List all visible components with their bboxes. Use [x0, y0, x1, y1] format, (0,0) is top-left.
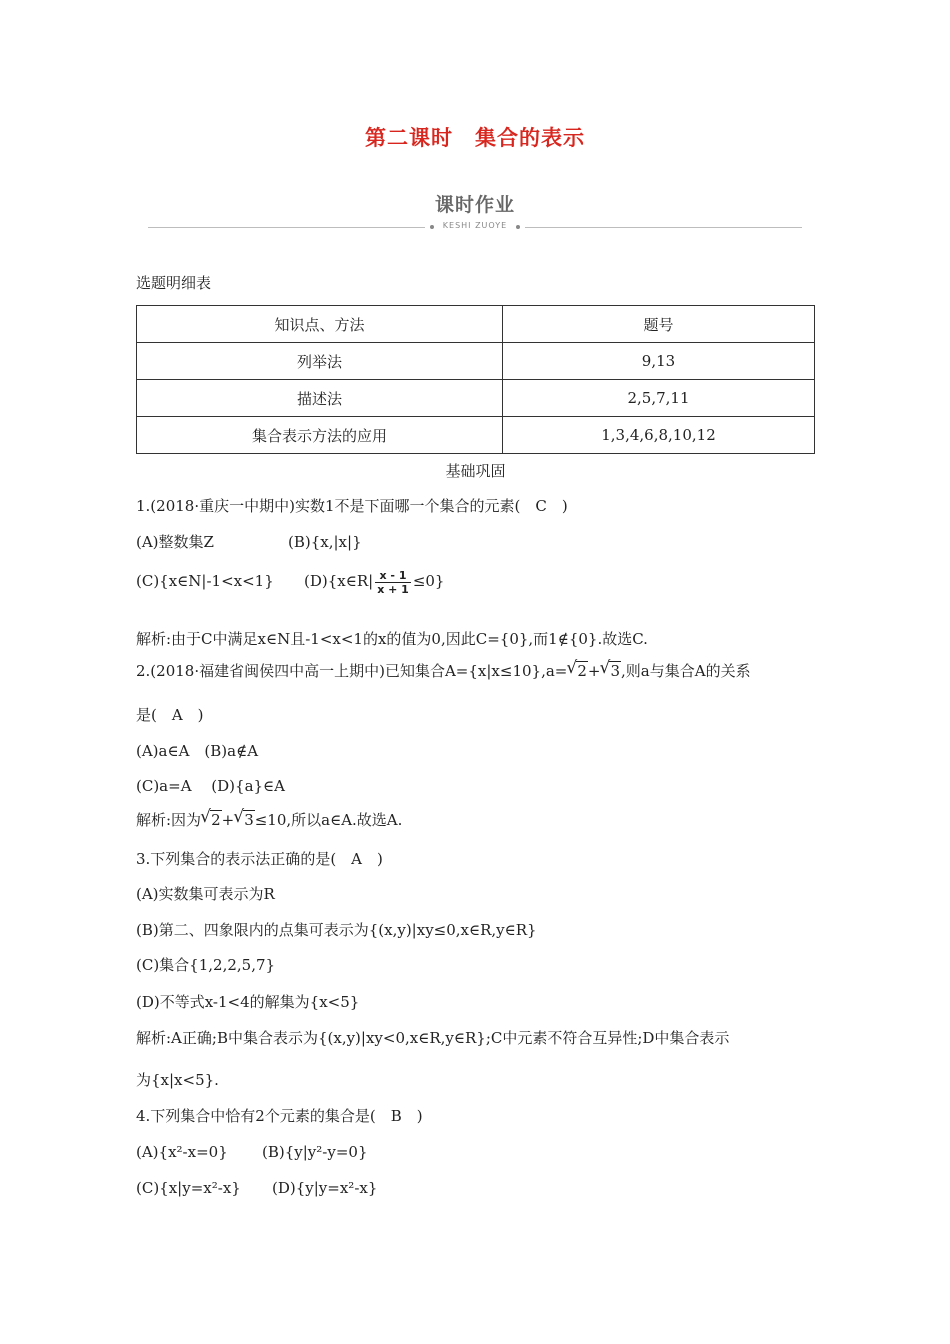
q2-analysis-prefix: 解析:因为: [136, 811, 202, 829]
sqrt-expression: [600, 661, 621, 681]
radicand: 3: [610, 662, 621, 680]
banner-subtitle: KESHI ZUOYE: [442, 221, 508, 230]
q3-option-a: (A)实数集可表示为R: [136, 885, 275, 903]
fraction: [375, 569, 411, 596]
topic-table: [136, 305, 815, 454]
q4-option-b: (B){y|y²-y=0}: [262, 1143, 368, 1161]
table-row: [137, 380, 815, 417]
q3-option-c: (C)集合{1,2,2,5,7}: [136, 956, 276, 974]
q2-stem-suffix: ,则a与集合A的关系: [621, 662, 751, 680]
table-cell: 2,5,7,11: [503, 380, 815, 417]
radicand: 2: [577, 662, 587, 680]
fraction-numerator: x - 1: [375, 569, 411, 583]
q3-analysis-line2: 为{x|x<5}.: [136, 1071, 219, 1089]
q3-option-d: (D)不等式x-1<4的解集为{x<5}: [136, 993, 360, 1011]
table-cell: 集合表示方法的应用: [137, 417, 503, 454]
q1-option-a: (A)整数集Z: [136, 533, 214, 551]
fraction-denominator: x + 1: [377, 582, 409, 596]
radicand: 2: [211, 811, 221, 829]
q2-stem-prefix: 2.(2018·福建省闽侯四中高一上期中)已知集合A={x|x≤10},a=: [136, 662, 568, 680]
sqrt-expression: [567, 661, 588, 681]
section-banner: [148, 190, 802, 236]
q2-options-ab: (A)a∈A (B)a∉A: [136, 742, 259, 760]
table-header-cell: 题号: [503, 306, 815, 343]
q4-option-d: (D){y|y=x²-x}: [272, 1179, 378, 1197]
q2-analysis-suffix: ≤10,所以a∈A.故选A.: [254, 811, 403, 829]
table-row: [137, 343, 815, 380]
banner-title: 课时作业: [434, 194, 515, 216]
table-cell: 9,13: [503, 343, 815, 380]
plus-sign: +: [587, 662, 601, 680]
q1-option-c: (C){x∈N|-1<x<1}: [136, 572, 274, 590]
page-title: 第二课时 集合的表示: [365, 126, 585, 150]
q2-stem-line2: 是( A ): [136, 706, 204, 724]
q3-option-b: (B)第二、四象限内的点集可表示为{(x,y)|xy≤0,x∈R,y∈R}: [136, 921, 537, 939]
sqrt-expression: [234, 810, 255, 830]
q1-option-b: (B){x,|x|}: [288, 533, 362, 551]
q1-stem: 1.(2018·重庆一中期中)实数1不是下面哪一个集合的元素( C ): [136, 497, 568, 515]
sqrt-expression: [201, 810, 222, 830]
table-header-cell: 知识点、方法: [137, 306, 503, 343]
q2-analysis: [136, 810, 402, 830]
plus-sign: +: [221, 811, 235, 829]
q4-option-a: (A){x²-x=0}: [136, 1143, 228, 1161]
q4-option-c: (C){x|y=x²-x}: [136, 1179, 241, 1197]
table-cell: 列举法: [137, 343, 503, 380]
q1-option-d-suffix: ≤0}: [412, 572, 445, 590]
q2-stem: [136, 661, 751, 681]
section-heading: 基础巩固: [445, 462, 506, 480]
banner-dot-right: [516, 225, 520, 229]
banner-divider-right: [525, 227, 802, 228]
q3-stem: 3.下列集合的表示法正确的是( A ): [136, 850, 383, 868]
table-cell: 1,3,4,6,8,10,12: [503, 417, 815, 454]
table-header-row: [137, 306, 815, 343]
radicand: 3: [244, 811, 254, 829]
q4-stem: 4.下列集合中恰有2个元素的集合是( B ): [136, 1107, 423, 1125]
q1-option-d-prefix: (D){x∈R|: [304, 572, 374, 590]
q1-analysis: 解析:由于C中满足x∈N且-1<x<1的x的值为0,因此C={0},而1∉{0}.故选C.: [136, 630, 648, 648]
table-caption: 选题明细表: [136, 274, 212, 292]
q2-options-cd: (C)a=A (D){a}∈A: [136, 777, 285, 795]
q1-option-d: [304, 562, 444, 600]
table-cell: 描述法: [137, 380, 503, 417]
q3-analysis: 解析:A正确;B中集合表示为{(x,y)|xy<0,x∈R,y∈R};C中元素不符合互异性;D中集合表示: [136, 1029, 730, 1047]
table-row: [137, 417, 815, 454]
